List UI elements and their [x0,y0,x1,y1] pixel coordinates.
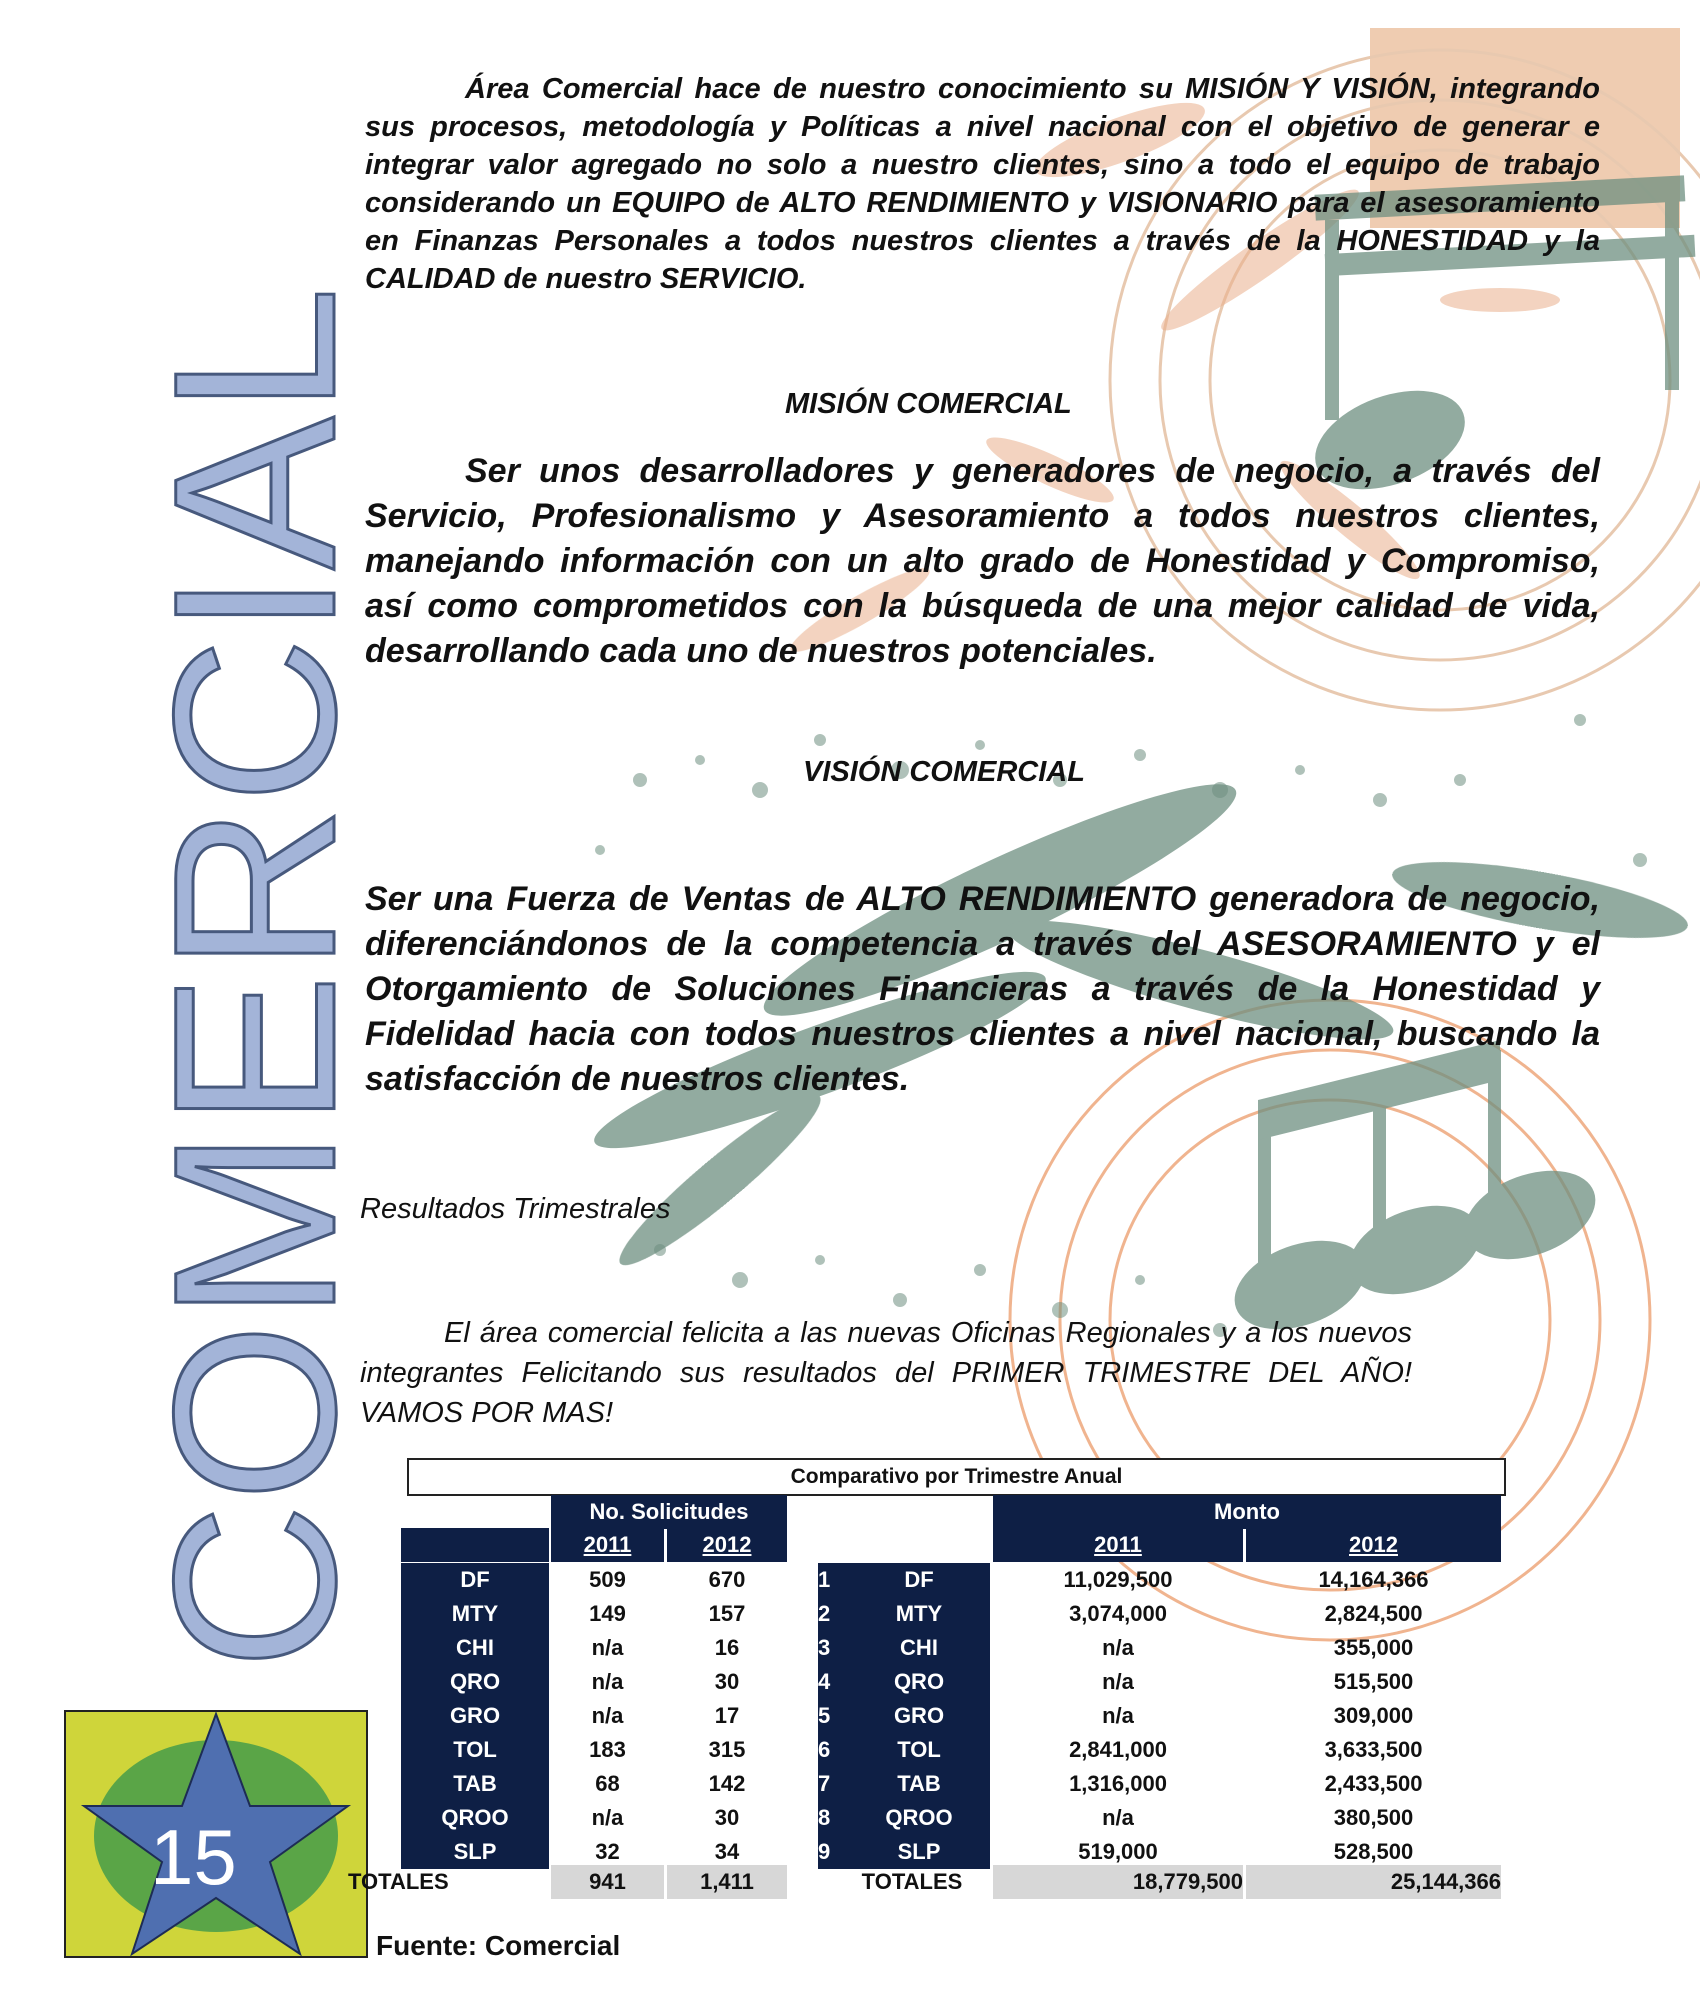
cell-monto-2011: 11,029,500 [1063,1567,1173,1592]
cell-region-left: QROO [401,1801,549,1835]
cell-monto-2011: 1,316,000 [1069,1771,1167,1796]
header-monto-2012: 2012 [1246,1528,1501,1562]
header-sol-2011: 2011 [551,1528,664,1562]
cell-monto-2012: 528,500 [1333,1839,1414,1864]
cell-sol-2011: 68 [595,1771,620,1796]
cell-row-number: 4 [818,1665,848,1699]
cell-monto-2012: 515,500 [1333,1669,1414,1694]
cell-monto-2012: 355,000 [1333,1635,1414,1660]
cell-sol-2011: 509 [589,1567,626,1592]
cell-region-right: GRO [848,1699,990,1733]
cell-monto-2012: 3,633,500 [1324,1737,1423,1762]
cell-row-number: 6 [818,1733,848,1767]
cell-monto-2012: 309,000 [1333,1703,1414,1728]
totals-label-left: TOTALES [348,1869,449,1894]
totals-monto-2011: 18,779,500 [993,1865,1243,1899]
mision-text: Ser unos desarrolladores y generadores de negocio, a través del Servicio, Profesionalismo y Asesoramiento a todos nuestros clientes, manejando información con un alto grado de Honestidad y Compromiso, así como comprometidos con la búsqueda de una mejor calidad de vida, desarrollando cada uno de nuestros potenciales. [365,452,1600,670]
header-sol-2012: 2012 [667,1528,787,1562]
cell-sol-2012: 30 [714,1669,740,1694]
cell-row-number: 7 [818,1767,848,1801]
cell-region-right: SLP [848,1835,990,1869]
cell-region-left: SLP [401,1835,549,1869]
resultados-title: Resultados Trimestrales [360,1193,671,1225]
header-blank-left [401,1528,549,1562]
cell-monto-2012: 380,500 [1333,1805,1414,1830]
cell-sol-2011: n/a [591,1703,624,1728]
cell-monto-2012: 2,433,500 [1324,1771,1423,1796]
cell-sol-2012: 16 [714,1635,740,1660]
cell-monto-2011: 519,000 [1078,1839,1158,1864]
page-number: 15 [150,1813,237,1901]
cell-sol-2011: n/a [591,1805,624,1830]
cell-region-left: CHI [401,1631,549,1665]
cell-region-left: DF [401,1563,549,1597]
mision-title: MISIÓN COMERCIAL [785,388,1072,420]
side-title: COMERCIAL [126,284,383,1670]
cell-row-number: 5 [818,1699,848,1733]
intro-paragraph: Área Comercial hace de nuestro conocimiento su MISIÓN Y VISIÓN, integrando sus procesos, metodología y Políticas a nivel nacional con el objetivo de generar e integrar valor agregado no solo a nuestro clientes, sino a todo el equipo de trabajo considerando un EQUIPO de ALTO RENDIMIENTO y VISIONARIO para el asesoramiento en Finanzas Personales a todos nuestros clientes a través de la HONESTIDAD y la CALIDAD de nuestro SERVICIO. [365,73,1600,295]
cell-monto-2011: n/a [1102,1703,1134,1728]
cell-sol-2011: n/a [591,1669,624,1694]
cell-region-right: TAB [848,1767,990,1801]
cell-region-left: MTY [401,1597,549,1631]
cell-region-right: MTY [848,1597,990,1631]
felicitacion-text: El área comercial felicita a las nuevas Oficinas Regionales y a los nuevos integrantes Felicitando sus resultados del PRIMER TRIMESTRE DEL AÑO! VAMOS POR MAS! [360,1317,1412,1429]
cell-sol-2012: 670 [708,1567,746,1592]
cell-region-right: DF [848,1563,990,1597]
cell-sol-2012: 17 [714,1703,740,1728]
cell-row-number: 9 [818,1835,848,1869]
totals-sol-2012: 1,411 [667,1865,787,1899]
vision-text: Ser una Fuerza de Ventas de ALTO RENDIMIENTO generadora de negocio, diferenciándonos de la competencia a través del ASESORAMIENTO y el Otorgamiento de Soluciones Financieras a través de la Honestidad y Fidelidad hacia con todos nuestros clientes a nivel nacional, buscando la satisfacción de nuestros clientes. [365,880,1600,1098]
cell-monto-2011: 2,841,000 [1069,1737,1167,1762]
cell-row-number: 1 [818,1563,848,1597]
cell-sol-2012: 30 [714,1805,740,1830]
cell-sol-2012: 315 [708,1737,746,1762]
cell-region-right: CHI [848,1631,990,1665]
header-monto: Monto [993,1495,1501,1529]
cell-sol-2011: 183 [589,1737,626,1762]
cell-monto-2011: n/a [1102,1635,1134,1660]
cell-region-right: TOL [848,1733,990,1767]
table-title: Comparativo por Trimestre Anual [407,1458,1506,1496]
cell-row-number: 3 [818,1631,848,1665]
totals-monto-2012: 25,144,366 [1246,1865,1501,1899]
cell-monto-2011: n/a [1102,1669,1134,1694]
totals-label-right: TOTALES [861,1869,963,1894]
cell-monto-2011: 3,074,000 [1069,1601,1167,1626]
cell-sol-2011: 149 [589,1601,626,1626]
cell-monto-2011: n/a [1102,1805,1134,1830]
cell-region-left: QRO [401,1665,549,1699]
cell-sol-2011: n/a [591,1635,624,1660]
source-note: Fuente: Comercial [376,1930,621,1961]
cell-row-number: 8 [818,1801,848,1835]
cell-sol-2012: 142 [708,1771,746,1796]
cell-sol-2011: 32 [595,1839,620,1864]
cell-monto-2012: 14,164,366 [1318,1567,1429,1592]
vision-title: VISIÓN COMERCIAL [803,756,1085,788]
cell-region-left: TAB [401,1767,549,1801]
cell-sol-2012: 34 [714,1839,740,1864]
totals-sol-2011: 941 [551,1865,664,1899]
cell-region-right: QRO [848,1665,990,1699]
cell-monto-2012: 2,824,500 [1324,1601,1423,1626]
cell-sol-2012: 157 [708,1601,746,1626]
cell-row-number: 2 [818,1597,848,1631]
cell-region-left: TOL [401,1733,549,1767]
header-solicitudes: No. Solicitudes [551,1495,787,1529]
cell-region-right: QROO [848,1801,990,1835]
cell-region-left: GRO [401,1699,549,1733]
header-monto-2011: 2011 [993,1528,1243,1562]
